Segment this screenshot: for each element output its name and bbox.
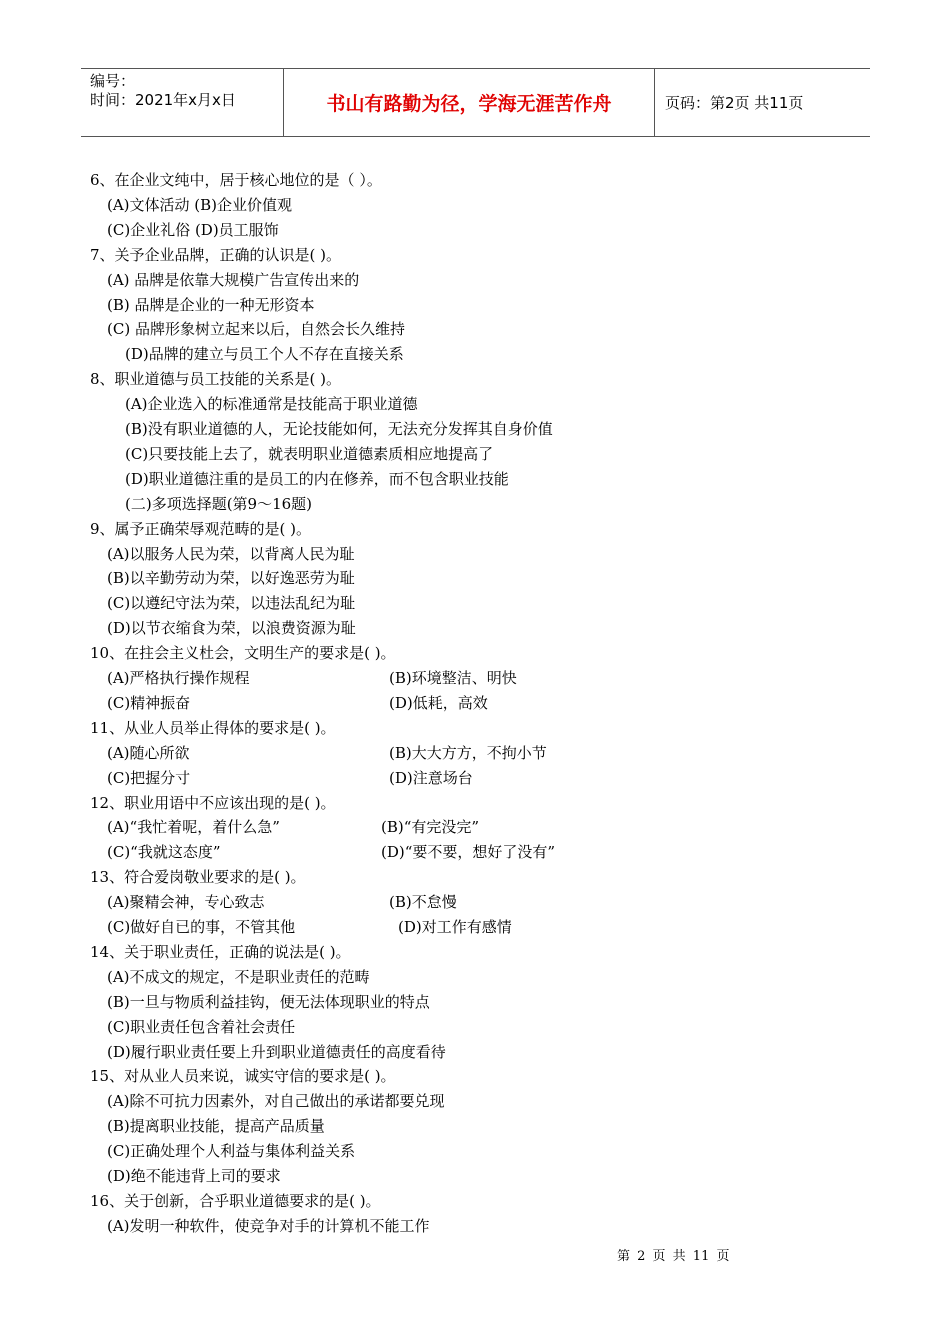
question-line: 7、关予企业品牌，正确的认识是( )。 — [90, 246, 342, 264]
option-line: (A)“我忙着呢，着什么急” — [107, 818, 280, 836]
option-line: (C)“我就这态度” — [107, 843, 221, 861]
question-line: 15、对从业人员来说，诚实守信的要求是( )。 — [90, 1067, 396, 1085]
option-line: (C)正确处理个人利益与集体利益关系 — [107, 1142, 356, 1160]
option-line: (A)除不可抗力因素外，对自己做出的承诺都要兑现 — [107, 1092, 445, 1110]
option-line-right: (D)“要不要，想好了没有” — [381, 843, 556, 861]
option-line-right: (B)不怠慢 — [389, 893, 457, 911]
option-line: (B)一旦与物质利益挂钩，便无法体现职业的特点 — [107, 993, 430, 1011]
question-line: 11、从业人员举止得体的要求是( )。 — [90, 719, 336, 737]
option-line: (C)做好自已的事，不管其他 — [107, 918, 296, 936]
option-line: (B)提离职业技能，提高产品质量 — [107, 1117, 325, 1135]
option-line: (D)以节衣缩食为荣，以浪费资源为耻 — [107, 619, 356, 637]
option-line: (二)多项选择题(第9～16题) — [125, 495, 313, 513]
option-line: (A)聚精会神，专心致志 — [107, 893, 265, 911]
option-line: (C)把握分寸 — [107, 769, 191, 787]
option-line: (A)发明一种软件，使竞争对手的计算机不能工作 — [107, 1217, 430, 1235]
question-line: 6、在企业文纯中，居于核心地位的是（ ）。 — [90, 171, 382, 189]
question-line: 10、在拄会主义杜会，文明生产的要求是( )。 — [90, 644, 396, 662]
option-line: (A)以服务人民为荣，以背离人民为耻 — [107, 545, 355, 563]
option-line: (D)职业道德注重的是员工的内在修养，而不包含职业技能 — [125, 470, 509, 488]
option-line: (C)职业责任包含着社会责任 — [107, 1018, 296, 1036]
option-line: (A)文体活动 (B)企业价值观 — [107, 196, 293, 214]
option-line: (C)企业礼俗 (D)员工服饰 — [107, 221, 279, 239]
question-line: 9、属予正确荣辱观范畴的是( )。 — [90, 520, 312, 538]
question-line: 14、关于职业责任，正确的说法是( )。 — [90, 943, 351, 961]
option-line-right: (D)注意场台 — [389, 769, 473, 787]
question-line: 16、关于创新，合乎职业道德要求的是( )。 — [90, 1192, 381, 1210]
option-line: (B)没有职业道德的人，无论技能如何，无法充分发挥其自身价值 — [125, 420, 553, 438]
option-line: (D)品牌的建立与员工个人不存在直接关系 — [125, 345, 404, 363]
header-meta-cell — [81, 69, 284, 136]
option-line: (C)只要技能上去了，就表明职业道德素质相应地提高了 — [125, 445, 494, 463]
option-line-right: (D)对工作有感情 — [398, 918, 512, 936]
option-line: (A)不成文的规定，不是职业责任的范畴 — [107, 968, 370, 986]
header-motto: 书山有路勤为径，学海无涯苦作舟 — [326, 93, 612, 115]
option-line: (C) 品牌形象树立起来以后，自然会长久维持 — [107, 320, 405, 338]
option-line-right: (D)低耗，高效 — [389, 694, 488, 712]
document-date-label: 时间：2021年x月x日 — [90, 91, 236, 109]
question-line: 12、职业用语中不应该出现的是( )。 — [90, 794, 336, 812]
option-line: (A)企业选入的标准通常是技能高于职业道德 — [125, 395, 418, 413]
option-line-right: (B)大大方方，不拘小节 — [389, 744, 547, 762]
option-line: (A)严格执行操作规程 — [107, 669, 250, 687]
header-page-number: 页码：第2页 共11页 — [665, 94, 804, 112]
option-line: (B)以辛勤劳动为荣，以好逸恶劳为耻 — [107, 569, 355, 587]
option-line: (D)履行职业责任要上升到职业道德责任的高度看待 — [107, 1043, 446, 1061]
option-line: (A) 品牌是依靠大规模广告宣传出来的 — [107, 271, 360, 289]
option-line: (D)绝不能违背上司的要求 — [107, 1167, 281, 1185]
header-page-cell — [655, 69, 870, 136]
question-line: 13、符合爱岗敬业要求的是( )。 — [90, 868, 306, 886]
option-line-right: (B)环境整洁、明快 — [389, 669, 517, 687]
header-motto-cell — [284, 69, 655, 136]
document-number-label: 编号： — [90, 72, 136, 90]
option-line: (C)精神振奋 — [107, 694, 191, 712]
question-line: 8、职业道德与员工技能的关系是( )。 — [90, 370, 342, 388]
option-line: (A)随心所欲 — [107, 744, 190, 762]
option-line-right: (B)“有完没完” — [381, 818, 480, 836]
page-header — [81, 68, 870, 137]
option-line: (B) 品牌是企业的一种无形资本 — [107, 296, 315, 314]
page-footer: 第 2 页 共 11 页 — [617, 1249, 730, 1264]
option-line: (C)以遵纪守法为荣，以违法乱纪为耻 — [107, 594, 356, 612]
